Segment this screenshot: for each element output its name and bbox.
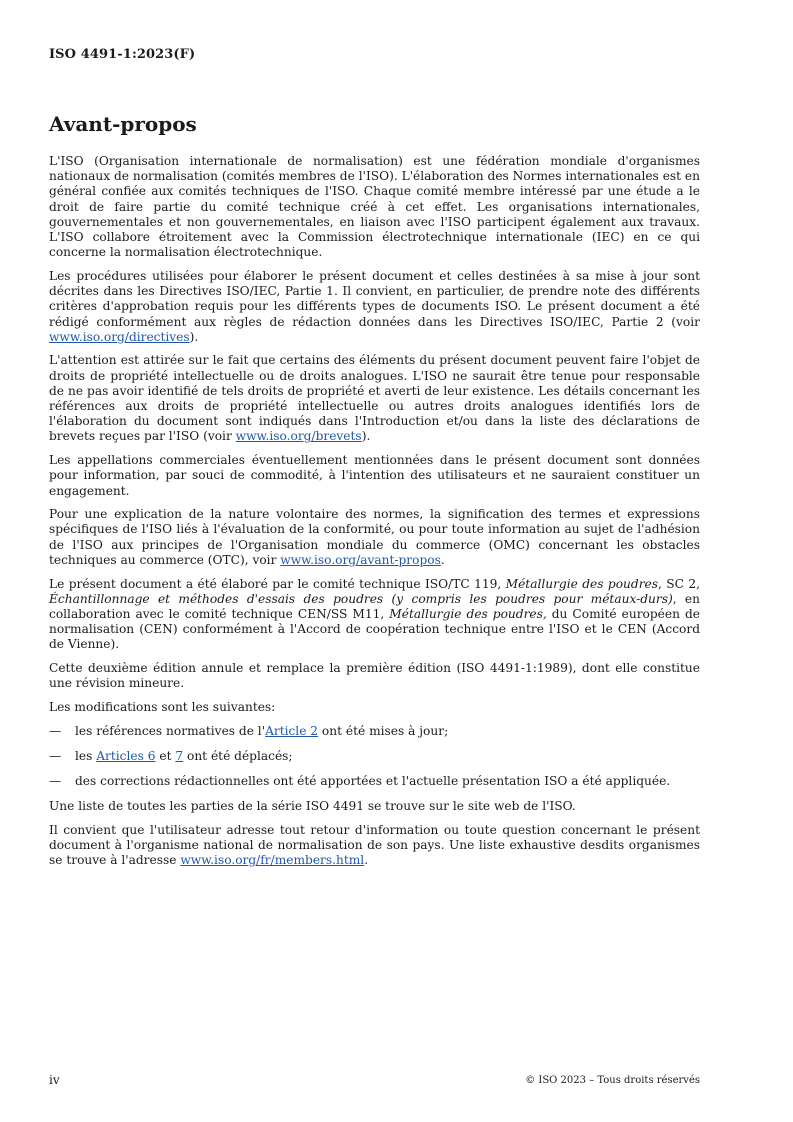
paragraph-committee: Le présent document a été élaboré par le comité technique ISO/TC 119, Métallurgie des poudres, SC 2, Échantillonnage et méthodes d'essais des poudres (y compris les poudres pour métaux-durs), en collaboration avec le comité technique CEN/SS M11, Métallurgie des poudres, du Comité européen de normalisation (CEN) conformément à l'Accord de coopération technique entre l'ISO et le CEN (Accord de Vienne). <box>49 576 700 652</box>
page-title: Avant-propos <box>49 112 197 136</box>
members-link[interactable]: www.iso.org/fr/members.html <box>180 853 365 868</box>
foreword-link[interactable]: www.iso.org/avant-propos <box>280 552 441 567</box>
directives-link[interactable]: www.iso.org/directives <box>49 329 190 344</box>
list-item: — les références normatives de l'Article 2 ont été mises à jour; <box>49 723 449 738</box>
paragraph-modifications-intro: Les modifications sont les suivantes: <box>49 700 276 714</box>
paragraph-edition: Cette deuxième édition annule et remplace la première édition (ISO 4491-1:1989), dont elle constitue une révision mineure. <box>49 661 700 691</box>
list-item: — des corrections rédactionnelles ont été apportées et l'actuelle présentation ISO a été appliquée. <box>49 774 671 789</box>
page-number: iv <box>49 1073 60 1087</box>
articles-6-link[interactable]: Articles 6 <box>96 748 156 763</box>
article-7-link[interactable]: 7 <box>175 748 184 763</box>
patents-link[interactable]: www.iso.org/brevets <box>235 429 362 444</box>
paragraph-voluntary-nature: Pour une explication de la nature volontaire des normes, la signification des termes et expressions spécifiques de l'ISO liés à l'évaluation de la conformité, ou pour toute information au sujet de l'adhésion de l'ISO aux principes de l'Organisation mondiale du commerce (OMC) concernant les obstacles techniques au commerce (OTC), voir www.iso.org/avant-propos. <box>49 507 700 567</box>
copyright-notice: © ISO 2023 – Tous droits réservés <box>525 1075 700 1086</box>
document-id: ISO 4491-1:2023(F) <box>49 47 196 62</box>
article-2-link[interactable]: Article 2 <box>265 723 319 738</box>
paragraph-procedures: Les procédures utilisées pour élaborer le présent document et celles destinées à sa mise à jour sont décrites dans les Directives ISO/IEC, Partie 1. Il convient, en particulier, de prendre note des différents critères d'approbation requis pour les différents types de documents ISO. Le présent document a été rédigé conformément aux règles de rédaction données dans les Directives ISO/IEC, Partie 2 (voir www.iso.org/directives). <box>49 268 700 344</box>
paragraph-feedback: Il convient que l'utilisateur adresse tout retour d'information ou toute question concernant le présent document à l'organisme national de normalisation de son pays. Une liste exhaustive desdits organismes se trouve à l'adresse www.iso.org/fr/members.html. <box>49 823 700 868</box>
foreword-body <box>49 154 700 877</box>
list-item: — les Articles 6 et 7 ont été déplacés; <box>49 748 293 763</box>
paragraph-iso-intro: L'ISO (Organisation internationale de normalisation) est une fédération mondiale d'organismes nationaux de normalisation (comités membres de l'ISO). L'élaboration des Normes internationales est en général confiée aux comités techniques de l'ISO. Chaque comité membre intéressé par une étude a le droit de faire partie du comité technique créé à cet effet. Les organisations internationales, gouvernementales et non gouvernementales, en liaison avec l'ISO participent également aux travaux. L'ISO collabore étroitement avec la Commission électrotechnique internationale (IEC) en ce qui concerne la normalisation électrotechnique. <box>49 154 700 260</box>
paragraph-series-list: Une liste de toutes les parties de la série ISO 4491 se trouve sur le site web de l'ISO. <box>49 799 576 814</box>
paragraph-trade-names: Les appellations commerciales éventuellement mentionnées dans le présent document sont données pour information, par souci de commodité, à l'intention des utilisateurs et ne sauraient constituer un engagement. <box>49 453 700 498</box>
paragraph-patents: L'attention est attirée sur le fait que certains des éléments du présent document peuvent faire l'objet de droits de propriété intellectuelle ou de droits analogues. L'ISO ne saurait être tenue pour responsable de ne pas avoir identifié de tels droits de propriété et averti de leur existence. Les détails concernant les références aux droits de propriété intellectuelle ou autres droits analogues identifiés lors de l'élaboration du document sont indiqués dans l'Introduction et/ou dans la liste des déclarations de brevets reçues par l'ISO (voir www.iso.org/brevets). <box>49 353 700 444</box>
